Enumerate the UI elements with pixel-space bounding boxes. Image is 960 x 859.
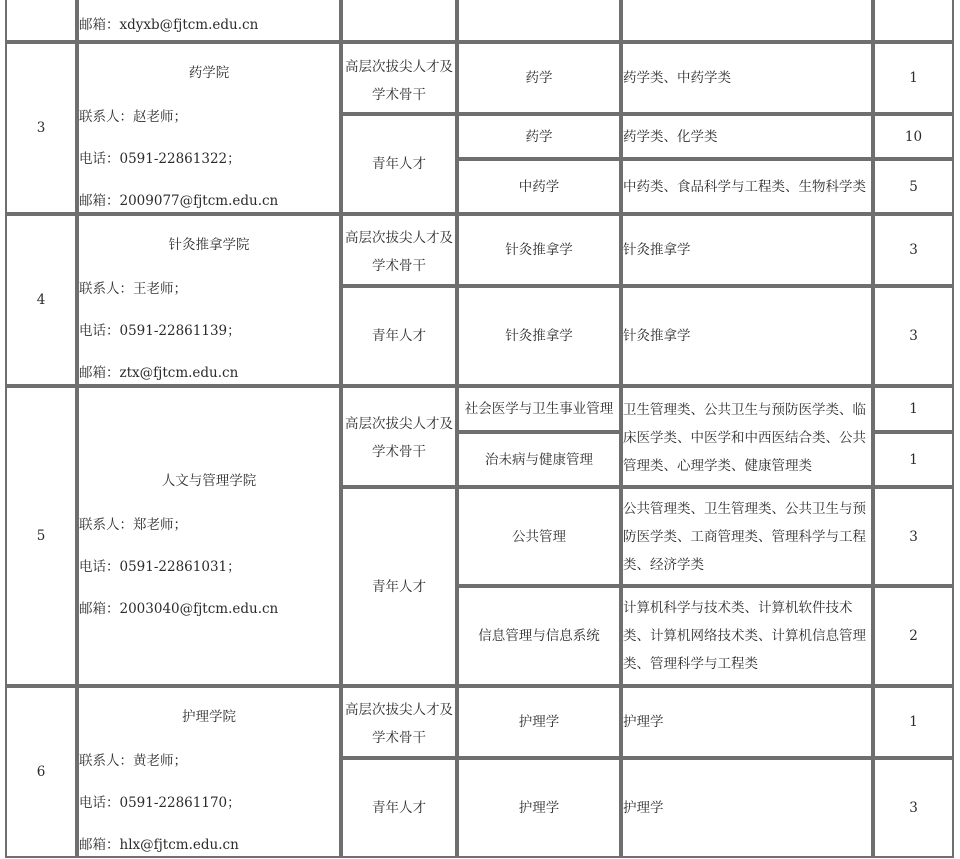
discipline-cell [457, 386, 621, 432]
college-email: 邮箱：2003040@fjtcm.edu.cn [79, 601, 279, 617]
count-cell [873, 487, 954, 586]
count-cell [873, 214, 954, 286]
discipline-name: 护理学 [518, 714, 560, 730]
category-cell [341, 686, 457, 758]
college-name: 护理学院 [182, 709, 236, 725]
discipline-name: 护理学 [518, 800, 560, 816]
discipline-cell [457, 586, 621, 686]
category-label: 高层次拔尖人才及学术骨干 [345, 230, 453, 274]
row-index: 4 [36, 292, 46, 308]
discipline-name: 针灸推拿学 [505, 242, 573, 258]
discipline-name: 公共管理 [512, 529, 566, 545]
discipline-name: 治未病与健康管理 [485, 452, 593, 468]
majors-cell [621, 586, 873, 686]
index-cell [5, 686, 77, 858]
discipline-cell [457, 214, 621, 286]
discipline-cell [457, 758, 621, 858]
college-contact: 联系人：郑老师； [79, 517, 187, 533]
count-cell [873, 686, 954, 758]
position-count: 3 [909, 242, 918, 258]
college-cell [77, 0, 341, 42]
college-contact: 联系人：赵老师； [79, 109, 187, 125]
count-cell [873, 0, 954, 42]
position-count: 3 [909, 328, 918, 344]
discipline-name: 针灸推拿学 [505, 328, 573, 344]
majors-cell [621, 42, 873, 114]
majors-cell [621, 487, 873, 586]
index-cell [5, 0, 77, 42]
discipline-name: 中药学 [518, 179, 560, 195]
count-cell [873, 432, 954, 487]
college-cell [77, 42, 341, 214]
majors-text: 公共管理类、卫生管理类、公共卫生与预防医学类、工商管理类、管理科学与工程类、经济学类 [623, 501, 866, 573]
category-label: 青年人才 [372, 156, 426, 172]
discipline-cell [457, 686, 621, 758]
category-cell [341, 114, 457, 214]
discipline-cell [457, 159, 621, 214]
category-cell [341, 42, 457, 114]
majors-cell [621, 0, 873, 42]
college-cell [77, 214, 341, 386]
discipline-name: 药学 [525, 129, 553, 145]
college-name: 药学院 [188, 65, 230, 81]
category-label: 高层次拔尖人才及学术骨干 [345, 702, 453, 746]
majors-text: 护理学 [623, 800, 664, 816]
count-cell [873, 114, 954, 159]
majors-text: 药学类、中药学类 [623, 70, 731, 86]
category-label: 青年人才 [372, 328, 426, 344]
row-index: 3 [36, 120, 46, 136]
position-count: 3 [909, 800, 918, 816]
category-cell [341, 487, 457, 686]
count-cell [873, 386, 954, 432]
category-cell [341, 386, 457, 487]
college-phone: 电话：0591-22861031； [79, 559, 241, 575]
college-phone: 电话：0591-22861170； [79, 795, 241, 811]
row-index: 6 [36, 764, 46, 780]
category-cell [341, 214, 457, 286]
category-cell [341, 0, 457, 42]
discipline-cell [457, 286, 621, 386]
count-cell [873, 758, 954, 858]
majors-text: 卫生管理类、公共卫生与预防医学类、临床医学类、中医学和中西医结合类、公共管理类、心理学类、健康管理类 [623, 402, 866, 474]
majors-text: 针灸推拿学 [623, 328, 691, 344]
discipline-name: 信息管理与信息系统 [478, 628, 600, 644]
count-cell [873, 159, 954, 214]
college-contact: 联系人：黄老师； [79, 753, 187, 769]
category-label: 青年人才 [372, 579, 426, 595]
majors-cell [621, 214, 873, 286]
majors-cell [621, 386, 873, 487]
college-cell [77, 686, 341, 858]
majors-text: 针灸推拿学 [623, 242, 691, 258]
majors-cell [621, 159, 873, 214]
discipline-cell [457, 432, 621, 487]
college-email: 邮箱：ztx@fjtcm.edu.cn [79, 365, 239, 381]
category-cell [341, 758, 457, 858]
majors-cell [621, 758, 873, 858]
majors-cell [621, 114, 873, 159]
position-count: 2 [909, 628, 918, 644]
category-cell [341, 286, 457, 386]
position-count: 1 [909, 452, 918, 468]
majors-text: 中药类、食品科学与工程类、生物科学类 [623, 179, 866, 195]
count-cell [873, 42, 954, 114]
college-contact: 联系人：王老师； [79, 281, 187, 297]
position-count: 1 [909, 401, 918, 417]
majors-text: 护理学 [623, 714, 664, 730]
row-index: 5 [36, 528, 46, 544]
discipline-cell [457, 487, 621, 586]
college-email: 邮箱：hlx@fjtcm.edu.cn [79, 837, 239, 853]
count-cell [873, 586, 954, 686]
index-cell [5, 386, 77, 686]
category-label: 青年人才 [372, 800, 426, 816]
discipline-name: 社会医学与卫生事业管理 [464, 401, 614, 417]
category-label: 高层次拔尖人才及学术骨干 [345, 59, 453, 103]
index-cell [5, 214, 77, 386]
majors-cell [621, 286, 873, 386]
position-count: 10 [904, 129, 923, 145]
discipline-name: 药学 [525, 70, 553, 86]
college-name: 人文与管理学院 [161, 473, 257, 489]
count-cell [873, 286, 954, 386]
position-count: 1 [909, 714, 918, 730]
position-count: 5 [909, 179, 918, 195]
discipline-cell [457, 42, 621, 114]
college-name: 针灸推拿学院 [168, 237, 250, 253]
discipline-cell [457, 0, 621, 42]
majors-text: 计算机科学与技术类、计算机软件技术类、计算机网络技术类、计算机信息管理类、管理科学与工程类 [623, 600, 866, 672]
discipline-cell [457, 114, 621, 159]
majors-cell [621, 686, 873, 758]
college-email: 邮箱：xdyxb@fjtcm.edu.cn [79, 17, 259, 33]
position-count: 3 [909, 529, 918, 545]
majors-text: 药学类、化学类 [623, 129, 718, 145]
index-cell [5, 42, 77, 214]
position-count: 1 [909, 70, 918, 86]
college-phone: 电话：0591-22861322； [79, 151, 241, 167]
category-label: 高层次拔尖人才及学术骨干 [345, 416, 453, 460]
college-email: 邮箱：2009077@fjtcm.edu.cn [79, 193, 279, 209]
college-cell [77, 386, 341, 686]
college-phone: 电话：0591-22861139； [79, 323, 241, 339]
